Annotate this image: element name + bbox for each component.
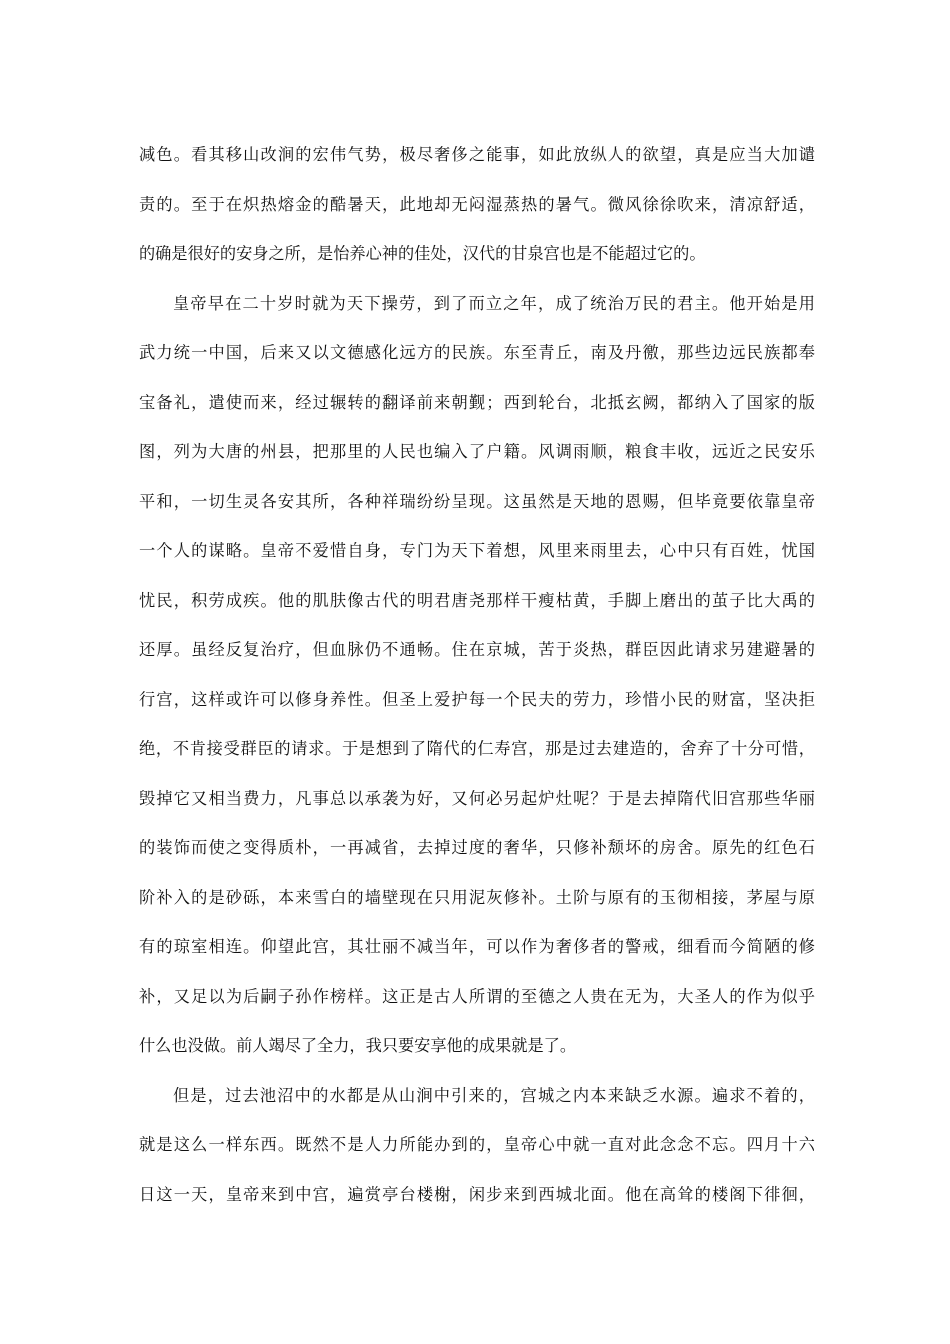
text-line: 宝备礼，遣使而来，经过辗转的翻译前来朝觐；西到轮台，北抵玄阙，都纳入了国家的版 <box>139 392 815 412</box>
text-line: 图，列为大唐的州县，把那里的人民也编入了户籍。风调雨顺，粮食丰收，远近之民安乐 <box>139 442 815 461</box>
text-line: 皇帝早在二十岁时就为天下操劳，到了而立之年，成了统治万民的君主。他开始是用 <box>173 293 815 313</box>
text-line: 武力统一中国，后来又以文德感化远方的民族。东至青丘，南及丹徼，那些边远民族都奉 <box>139 343 815 362</box>
text-line: 阶补入的是砂砾，本来雪白的墙壁现在只用泥灰修补。土阶与原有的玉彻相接，茅屋与原 <box>139 887 815 907</box>
paragraph-3 <box>139 1071 815 1220</box>
text-line: 有的琼室相连。仰望此宫，其壮丽不减当年，可以作为奢侈者的警戒，细看而今简陋的修 <box>139 937 815 956</box>
text-line: 一个人的谋略。皇帝不爱惜自身，专门为天下着想，风里来雨里去，心中只有百姓，忧国 <box>139 541 815 560</box>
text-line: 忧民，积劳成疾。他的肌肤像古代的明君唐尧那样干瘦枯黄，手脚上磨出的茧子比大禹的 <box>139 590 815 610</box>
text-line: 补，又足以为后嗣子孙作榜样。这正是古人所谓的至德之人贵在无为，大圣人的作为似乎 <box>139 986 815 1006</box>
text-line: 的确是很好的安身之所，是怡养心神的佳处，汉代的甘泉宫也是不能超过它的。 <box>139 244 706 263</box>
paragraph-1 <box>139 130 815 279</box>
text-line: 平和，一切生灵各安其所，各种祥瑞纷纷呈现。这虽然是天地的恩赐，但毕竟要依靠皇帝 <box>139 491 815 511</box>
text-line: 的装饰而使之变得质朴，一再减省，去掉过度的奢华，只修补颓坏的房舍。原先的红色石 <box>139 838 815 857</box>
paragraph-2 <box>139 279 815 1071</box>
text-line: 绝，不肯接受群臣的请求。于是想到了隋代的仁寿宫，那是过去建造的，舍弃了十分可惜， <box>139 739 815 758</box>
text-line: 还厚。虽经反复治疗，但血脉仍不通畅。住在京城，苦于炎热，群臣因此请求另建避暑的 <box>139 640 815 659</box>
text-line: 什么也没做。前人竭尽了全力，我只要安享他的成果就是了。 <box>139 1036 577 1055</box>
text-line: 就是这么一样东西。既然不是人力所能办到的，皇帝心中就一直对此念念不忘。四月十六 <box>139 1135 815 1154</box>
text-line: 毁掉它又相当费力，凡事总以承袭为好，又何必另起炉灶呢？于是去掉隋代旧宫那些华丽 <box>139 788 815 808</box>
document-page <box>139 130 815 1219</box>
text-line: 但是，过去池沼中的水都是从山涧中引来的，宫城之内本来缺乏水源。遍求不着的， <box>173 1085 815 1105</box>
text-line: 日这一天，皇帝来到中宫，遍赏亭台楼榭，闲步来到西城北面。他在高耸的楼阁下徘徊， <box>139 1184 815 1204</box>
text-line: 减色。看其移山改涧的宏伟气势，极尽奢侈之能事，如此放纵人的欲望，真是应当大加谴 <box>139 145 815 164</box>
text-line: 行宫，这样或许可以修身养性。但圣上爱护每一个民夫的劳力，珍惜小民的财富，坚决拒 <box>139 689 815 709</box>
text-line: 责的。至于在炽热熔金的酷暑天，此地却无闷湿蒸热的暑气。微风徐徐吹来，清凉舒适， <box>139 194 815 214</box>
